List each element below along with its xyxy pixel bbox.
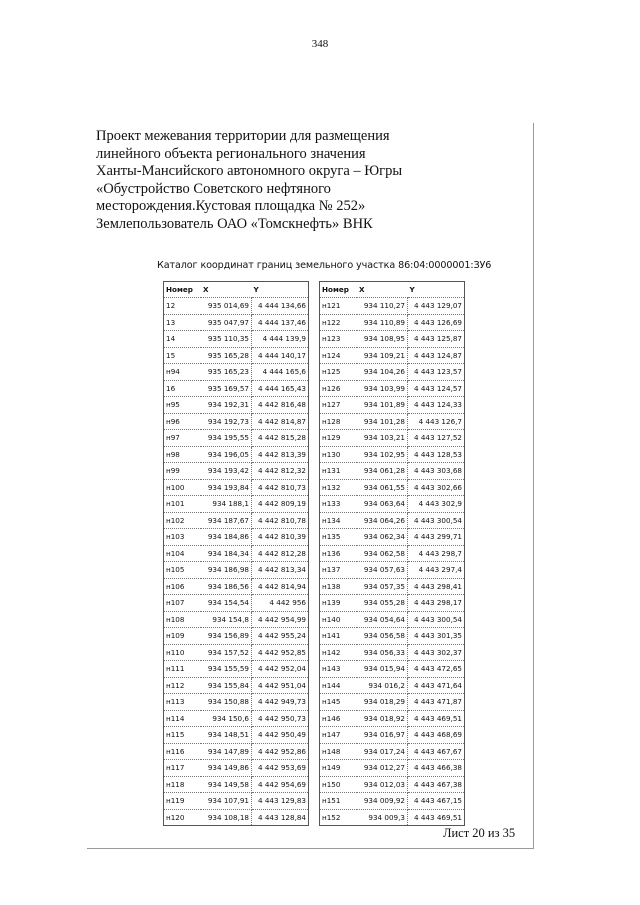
- x-coordinate-cell: 934 063,64: [357, 496, 408, 513]
- y-coordinate-cell: 4 443 127,52: [408, 430, 465, 447]
- x-coordinate-cell: 934 192,31: [201, 397, 252, 414]
- y-coordinate-cell: 4 443 128,84: [257, 812, 306, 822]
- x-coordinate-cell: 934 103,21: [357, 430, 408, 447]
- header-y: Y: [408, 282, 465, 298]
- x-coordinate-cell: 935 165,28: [201, 347, 252, 364]
- y-coordinate-cell: 4 442 812,32: [252, 463, 309, 480]
- point-number-cell: н99: [164, 463, 202, 480]
- table-row: [164, 694, 309, 711]
- x-coordinate-cell: 934 057,35: [357, 578, 408, 595]
- point-number-cell: н138: [320, 578, 358, 595]
- x-coordinate-cell: 935 110,35: [201, 331, 252, 348]
- table-row: [164, 529, 309, 546]
- title-line: Ханты-Мансийского автономного округа – Югры: [96, 163, 403, 179]
- x-coordinate-cell: 934 062,58: [357, 545, 408, 562]
- x-coordinate-cell: 934 154,8: [201, 611, 252, 628]
- table-row: [164, 595, 309, 612]
- table-row: [164, 496, 309, 513]
- table-row: [320, 463, 465, 480]
- table-row: [320, 496, 465, 513]
- y-coordinate-cell: 4 442 810,78: [252, 512, 309, 529]
- x-coordinate-cell: 934 193,42: [201, 463, 252, 480]
- y-coordinate-cell: 4 444 165,6: [252, 364, 309, 381]
- point-number-cell: н124: [320, 347, 358, 364]
- y-coordinate-cell: 4 442 813,39: [252, 446, 309, 463]
- y-coordinate-cell: 4 442 815,28: [252, 430, 309, 447]
- y-coordinate-cell: 4 442 956: [252, 595, 309, 612]
- point-number-cell: н137: [320, 562, 358, 579]
- point-number-cell: н151: [320, 793, 358, 810]
- y-coordinate-cell: 4 443 469,51: [408, 710, 465, 727]
- y-coordinate-cell: 4 443 297,4: [408, 562, 465, 579]
- point-number-cell: н136: [320, 545, 358, 562]
- x-coordinate-cell: 934 187,67: [201, 512, 252, 529]
- point-number-cell: н115: [164, 727, 202, 744]
- table-row: [320, 661, 465, 678]
- point-number-cell: н142: [320, 644, 358, 661]
- x-coordinate-cell: 934 195,55: [201, 430, 252, 447]
- x-coordinate-cell: 934 188,1: [201, 496, 252, 513]
- table-row: [320, 347, 465, 364]
- x-coordinate-cell: 934 009,3: [357, 809, 408, 826]
- x-coordinate-cell: 934 061,55: [357, 479, 408, 496]
- point-number-cell: н121: [320, 298, 358, 315]
- table-row: [320, 611, 465, 628]
- table-row: [164, 479, 309, 496]
- y-coordinate-cell: 4 443 124,57: [408, 380, 465, 397]
- x-coordinate-cell: 934 148,51: [201, 727, 252, 744]
- table-row: [320, 331, 465, 348]
- y-coordinate-cell: 4 443 468,69: [408, 727, 465, 744]
- point-number-cell: н96: [164, 413, 202, 430]
- point-number-cell: 13: [164, 314, 202, 331]
- x-coordinate-cell: 934 155,84: [201, 677, 252, 694]
- y-coordinate-cell: 4 442 809,19: [252, 496, 309, 513]
- point-number-cell: н105: [164, 562, 202, 579]
- point-number-cell: н139: [320, 595, 358, 612]
- coordinates-table-right: [319, 281, 465, 826]
- point-number-cell: н141: [320, 628, 358, 645]
- y-coordinate-cell: 4 443 298,17: [408, 595, 465, 612]
- sheet-label: Лист 20 из 35: [443, 826, 516, 840]
- x-coordinate-cell: 934 012,03: [357, 776, 408, 793]
- y-coordinate-cell: 4 443 298,41: [408, 578, 465, 595]
- table-row: [320, 710, 465, 727]
- x-coordinate-cell: 934 149,86: [201, 760, 252, 777]
- table-row: [164, 298, 309, 315]
- x-coordinate-cell: 934 107,91: [201, 793, 252, 810]
- y-coordinate-cell: 4 443 300,54: [408, 611, 465, 628]
- table-row: [164, 661, 309, 678]
- y-coordinate-cell: 4 443 302,37: [408, 644, 465, 661]
- point-number-cell: н97: [164, 430, 202, 447]
- table-row: [164, 331, 309, 348]
- table-row: [320, 776, 465, 793]
- x-coordinate-cell: 934 109,21: [357, 347, 408, 364]
- y-coordinate-cell: 4 443 126,7: [408, 413, 465, 430]
- table-row: [320, 628, 465, 645]
- y-coordinate-cell: 4 442 814,87: [252, 413, 309, 430]
- header-number: Номер: [320, 282, 358, 298]
- x-coordinate-cell: 934 150,6: [201, 710, 252, 727]
- x-coordinate-cell: 934 102,95: [357, 446, 408, 463]
- table-row: [320, 562, 465, 579]
- y-coordinate-cell: 4 442 816,48: [252, 397, 309, 414]
- x-coordinate-cell: 934 009,92: [357, 793, 408, 810]
- point-number-cell: н95: [164, 397, 202, 414]
- point-number-cell: н148: [320, 743, 358, 760]
- point-number-cell: н122: [320, 314, 358, 331]
- header-x: X: [357, 282, 408, 298]
- x-coordinate-cell: 934 192,73: [201, 413, 252, 430]
- point-number-cell: н103: [164, 529, 202, 546]
- table-row: [164, 397, 309, 414]
- x-coordinate-cell: 934 101,28: [357, 413, 408, 430]
- y-coordinate-cell: 4 442 952,85: [252, 644, 309, 661]
- table-row: [320, 743, 465, 760]
- y-coordinate-cell: 4 443 129,83: [252, 793, 309, 810]
- point-number-cell: н101: [164, 496, 202, 513]
- y-coordinate-cell: 4 442 810,39: [252, 529, 309, 546]
- table-row: [164, 562, 309, 579]
- y-coordinate-cell: 4 443 303,68: [408, 463, 465, 480]
- x-coordinate-cell: 934 104,26: [357, 364, 408, 381]
- point-number-cell: н150: [320, 776, 358, 793]
- table-row: [164, 446, 309, 463]
- title-line: Землепользователь ОАО «Томскнефть» ВНК: [96, 215, 373, 232]
- x-coordinate-cell: 934 018,29: [357, 694, 408, 711]
- table-row: [320, 809, 465, 826]
- y-coordinate-cell: 4 442 950,49: [252, 727, 309, 744]
- x-coordinate-cell: 934 015,94: [357, 661, 408, 678]
- y-coordinate-cell: 4 442 953,69: [252, 760, 309, 777]
- y-coordinate-cell: 4 443 124,87: [408, 347, 465, 364]
- table-row: [320, 380, 465, 397]
- x-coordinate-cell: 934 017,24: [357, 743, 408, 760]
- y-coordinate-cell: 4 443 469,51: [413, 812, 462, 822]
- y-coordinate-cell: 4 442 955,24: [252, 628, 309, 645]
- table-row: [164, 512, 309, 529]
- y-coordinate-cell: 4 442 814,94: [252, 578, 309, 595]
- table-row: [164, 710, 309, 727]
- x-coordinate-cell: 935 165,23: [201, 364, 252, 381]
- table-row: [320, 430, 465, 447]
- table-row: [164, 578, 309, 595]
- table-row: [320, 760, 465, 777]
- point-number-cell: 12: [164, 298, 202, 315]
- table-row: [320, 727, 465, 744]
- point-number-cell: н143: [320, 661, 358, 678]
- x-coordinate-cell: 934 186,56: [201, 578, 252, 595]
- point-number-cell: н98: [164, 446, 202, 463]
- point-number-cell: н152: [322, 812, 341, 822]
- y-coordinate-cell: 4 443 301,35: [408, 628, 465, 645]
- table-row: [320, 397, 465, 414]
- y-coordinate-cell: 4 443 129,07: [408, 298, 465, 315]
- x-coordinate-cell: 934 150,88: [201, 694, 252, 711]
- x-coordinate-cell: 935 169,57: [201, 380, 252, 397]
- point-number-cell: н119: [164, 793, 202, 810]
- table-row: [320, 595, 465, 612]
- point-number-cell: н135: [320, 529, 358, 546]
- x-coordinate-cell: 934 154,54: [201, 595, 252, 612]
- point-number-cell: н125: [320, 364, 358, 381]
- table-row: [320, 694, 465, 711]
- y-coordinate-cell: 4 443 302,9: [408, 496, 465, 513]
- table-row: [320, 793, 465, 810]
- y-coordinate-cell: 4 442 952,86: [252, 743, 309, 760]
- table-row: [164, 314, 309, 331]
- header-number: Номер: [164, 282, 202, 298]
- y-coordinate-cell: 4 442 954,99: [252, 611, 309, 628]
- x-coordinate-cell: 934 186,98: [201, 562, 252, 579]
- header-x: X: [201, 282, 252, 298]
- point-number-cell: н106: [164, 578, 202, 595]
- point-number-cell: н131: [320, 463, 358, 480]
- x-coordinate-cell: 934 110,89: [357, 314, 408, 331]
- y-coordinate-cell: 4 443 123,57: [408, 364, 465, 381]
- x-coordinate-cell: 934 156,89: [201, 628, 252, 645]
- x-coordinate-cell: 934 012,27: [357, 760, 408, 777]
- point-number-cell: н149: [320, 760, 358, 777]
- point-number-cell: н116: [164, 743, 202, 760]
- point-number-cell: н110: [164, 644, 202, 661]
- point-number-cell: н132: [320, 479, 358, 496]
- table-body-right: [320, 298, 465, 826]
- x-coordinate-cell: 934 016,2: [357, 677, 408, 694]
- point-number-cell: н104: [164, 545, 202, 562]
- x-coordinate-cell: 934 157,52: [201, 644, 252, 661]
- point-number-cell: н108: [164, 611, 202, 628]
- y-coordinate-cell: 4 443 302,66: [408, 479, 465, 496]
- table-row: [320, 479, 465, 496]
- x-coordinate-cell: 934 108,95: [357, 331, 408, 348]
- x-coordinate-cell: 934 155,59: [201, 661, 252, 678]
- point-number-cell: н126: [320, 380, 358, 397]
- table-row: [164, 644, 309, 661]
- y-coordinate-cell: 4 444 139,9: [252, 331, 309, 348]
- x-coordinate-cell: 934 018,92: [357, 710, 408, 727]
- point-number-cell: н134: [320, 512, 358, 529]
- table-row: [320, 529, 465, 546]
- catalog-title: Каталог координат границ земельного участка 86:04:0000001:ЗУ6: [157, 260, 492, 271]
- point-number-cell: н100: [164, 479, 202, 496]
- table-row: [164, 611, 309, 628]
- title-line: «Обустройство Советского нефтяного: [96, 180, 331, 197]
- table-header-row: [164, 282, 309, 298]
- x-coordinate-cell: 934 101,89: [357, 397, 408, 414]
- point-number-cell: н133: [320, 496, 358, 513]
- x-coordinate-cell: 934 062,34: [357, 529, 408, 546]
- table-row: [320, 298, 465, 315]
- x-coordinate-cell: 934 110,27: [357, 298, 408, 315]
- x-coordinate-cell: 934 196,05: [201, 446, 252, 463]
- point-number-cell: н109: [164, 628, 202, 645]
- header-y: Y: [252, 282, 309, 298]
- table-row: [320, 677, 465, 694]
- point-number-cell: н130: [320, 446, 358, 463]
- title-line: Проект межевания территории для размещения: [96, 128, 390, 144]
- title-line: месторождения.Кустовая площадка № 252»: [96, 198, 366, 214]
- point-number-cell: 14: [164, 331, 202, 348]
- table-row: [164, 430, 309, 447]
- y-coordinate-cell: 4 443 467,38: [408, 776, 465, 793]
- point-number-cell: н128: [320, 413, 358, 430]
- table-row: [320, 413, 465, 430]
- x-coordinate-cell: 934 184,34: [201, 545, 252, 562]
- point-number-cell: н145: [320, 694, 358, 711]
- x-coordinate-cell: 934 103,99: [357, 380, 408, 397]
- project-title: [96, 128, 526, 233]
- table-row: [164, 727, 309, 744]
- point-number-cell: н94: [164, 364, 202, 381]
- table-row: [164, 413, 309, 430]
- table-row: [164, 760, 309, 777]
- point-number-cell: н129: [320, 430, 358, 447]
- y-coordinate-cell: 4 443 471,64: [408, 677, 465, 694]
- y-coordinate-cell: 4 442 951,04: [252, 677, 309, 694]
- table-row: [320, 578, 465, 595]
- point-number-cell: н127: [320, 397, 358, 414]
- y-coordinate-cell: 4 442 950,73: [252, 710, 309, 727]
- page-number: 348: [311, 38, 329, 50]
- x-coordinate-cell: 934 064,26: [357, 512, 408, 529]
- x-coordinate-cell: 935 047,97: [201, 314, 252, 331]
- y-coordinate-cell: 4 443 300,54: [408, 512, 465, 529]
- table-row: [320, 545, 465, 562]
- table-row: [320, 446, 465, 463]
- point-number-cell: н144: [320, 677, 358, 694]
- coordinates-table-left: [163, 281, 309, 826]
- y-coordinate-cell: 4 444 134,66: [252, 298, 309, 315]
- table-row: [164, 776, 309, 793]
- y-coordinate-cell: 4 444 165,43: [252, 380, 309, 397]
- point-number-cell: н113: [164, 694, 202, 711]
- x-coordinate-cell: 934 147,89: [201, 743, 252, 760]
- x-coordinate-cell: 934 149,58: [201, 776, 252, 793]
- y-coordinate-cell: 4 442 812,28: [252, 545, 309, 562]
- y-coordinate-cell: 4 443 124,33: [408, 397, 465, 414]
- y-coordinate-cell: 4 443 299,71: [408, 529, 465, 546]
- table-row: [320, 314, 465, 331]
- x-coordinate-cell: 934 193,84: [201, 479, 252, 496]
- table-header-row: [320, 282, 465, 298]
- title-line: линейного объекта регионального значения: [96, 145, 366, 162]
- table-row: [164, 628, 309, 645]
- table-row: [164, 793, 309, 810]
- point-number-cell: н123: [320, 331, 358, 348]
- x-coordinate-cell: 934 055,28: [357, 595, 408, 612]
- x-coordinate-cell: 934 054,64: [357, 611, 408, 628]
- point-number-cell: 16: [164, 380, 202, 397]
- y-coordinate-cell: 4 442 810,73: [252, 479, 309, 496]
- table-row: [164, 364, 309, 381]
- x-coordinate-cell: 934 016,97: [357, 727, 408, 744]
- point-number-cell: н114: [164, 710, 202, 727]
- x-coordinate-cell: 934 061,28: [357, 463, 408, 480]
- point-number-cell: н140: [320, 611, 358, 628]
- x-coordinate-cell: 935 014,69: [201, 298, 252, 315]
- table-row: [164, 463, 309, 480]
- table-row: [320, 512, 465, 529]
- table-row: [164, 677, 309, 694]
- point-number-cell: н111: [164, 661, 202, 678]
- point-number-cell: н117: [164, 760, 202, 777]
- y-coordinate-cell: 4 442 813,34: [252, 562, 309, 579]
- table-body-left: [164, 298, 309, 826]
- table-row: [320, 364, 465, 381]
- y-coordinate-cell: 4 443 466,38: [408, 760, 465, 777]
- x-coordinate-cell: 934 056,33: [357, 644, 408, 661]
- table-row: [164, 347, 309, 364]
- table-row: [164, 545, 309, 562]
- y-coordinate-cell: 4 443 467,67: [408, 743, 465, 760]
- y-coordinate-cell: 4 444 137,46: [252, 314, 309, 331]
- y-coordinate-cell: 4 443 125,87: [408, 331, 465, 348]
- point-number-cell: н146: [320, 710, 358, 727]
- point-number-cell: н120: [166, 812, 185, 822]
- y-coordinate-cell: 4 443 467,15: [408, 793, 465, 810]
- x-coordinate-cell: 934 056,58: [357, 628, 408, 645]
- y-coordinate-cell: 4 442 952,04: [252, 661, 309, 678]
- point-number-cell: н112: [164, 677, 202, 694]
- y-coordinate-cell: 4 444 140,17: [252, 347, 309, 364]
- y-coordinate-cell: 4 443 298,7: [408, 545, 465, 562]
- point-number-cell: 15: [164, 347, 202, 364]
- y-coordinate-cell: 4 443 472,65: [408, 661, 465, 678]
- point-number-cell: н118: [164, 776, 202, 793]
- point-number-cell: н147: [320, 727, 358, 744]
- table-row: [320, 644, 465, 661]
- y-coordinate-cell: 4 443 126,69: [408, 314, 465, 331]
- point-number-cell: н102: [164, 512, 202, 529]
- table-row: [164, 743, 309, 760]
- x-coordinate-cell: 934 057,63: [357, 562, 408, 579]
- y-coordinate-cell: 4 443 471,87: [408, 694, 465, 711]
- table-row: [164, 380, 309, 397]
- point-number-cell: н107: [164, 595, 202, 612]
- y-coordinate-cell: 4 442 954,69: [252, 776, 309, 793]
- table-row: [164, 809, 309, 826]
- x-coordinate-cell: 934 108,18: [201, 809, 252, 826]
- x-coordinate-cell: 934 184,86: [201, 529, 252, 546]
- y-coordinate-cell: 4 442 949,73: [252, 694, 309, 711]
- y-coordinate-cell: 4 443 128,53: [408, 446, 465, 463]
